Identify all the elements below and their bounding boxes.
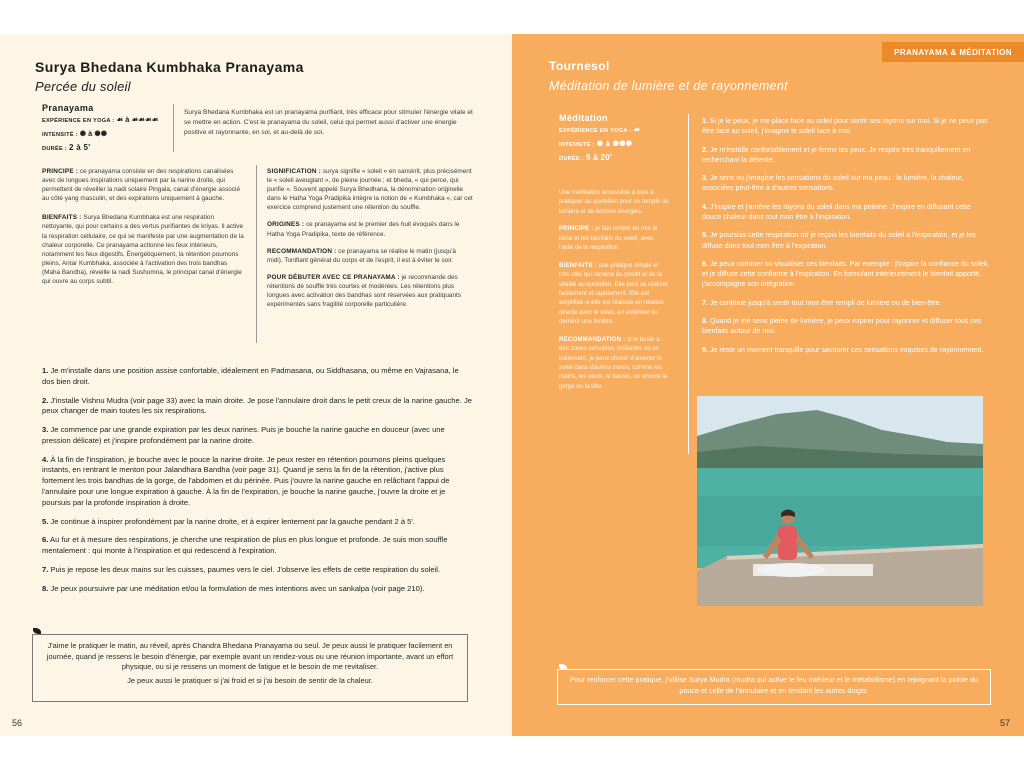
step-number: 6.: [702, 259, 708, 268]
debuter-label: POUR DÉBUTER AVEC CE PRANAYAMA :: [267, 273, 400, 281]
step-item: [42, 535, 472, 557]
step-item: [702, 230, 992, 251]
right-steps-list: [702, 116, 992, 363]
left-subtitle: Percée du soleil: [35, 79, 131, 94]
step-number: 6.: [42, 535, 49, 545]
signification-text: surya signifie « soleil » en sanskrit, plus précisément le « soleil aveuglant », de pleine journée ; et bheda, « qui perce, qui purifie ». Souvent appelé Surya Bhedhana, la dénomination originelle dans le Hatha Yoga Pradipika intègre la notion de « Kumbhaka », car cet exercice comprend justement une rétention du souffle.: [267, 168, 473, 212]
right-practice-meta: [559, 113, 689, 165]
step-number: 1.: [42, 366, 49, 375]
step-number: 8.: [42, 583, 49, 593]
right-page: [512, 34, 1024, 736]
step-number: 1.: [702, 117, 708, 125]
intro-paragraph: Une méditation accessible à tous à pratiquer au quotidien pour se remplir de lumière et de bonnes énergies.: [559, 189, 669, 215]
step-item: [702, 173, 992, 194]
note-box: [557, 669, 991, 705]
step-item: [702, 316, 992, 337]
practice-label: Pranayama: [42, 103, 94, 113]
step-item: [702, 116, 992, 137]
recommandation-label: RECOMMANDATION :: [559, 335, 626, 343]
recommandation-paragraph: [559, 335, 669, 392]
top: [778, 526, 797, 560]
bienfaits-text: une pratique simple et très utile qui ramène du positif et de la vitalité au quotidien. Elle peut se réaliser facilement et rapidement. Elle est amplifiée si elle est réalisée en relation directe avec le soleil, en extérieur ou derrière une fenêtre.: [559, 261, 669, 326]
step-text: Je commence par une grande expiration par les deux narines. Puis je bouche la narine gauche en douceur (avec une pression délicate) et j'inspire profondément par la narine droite.: [42, 425, 445, 445]
intensity-label: INTENSITÉ :: [42, 131, 78, 138]
step-number: 4.: [702, 202, 708, 211]
left-info-column-2: [267, 167, 473, 309]
step-text: Je peux nommer ou visualiser ces bienfaits. Par exemple : j'inspire la confiance du soleil, et je diffuse cette confiance à l'expiration. En formulant intérieurement le bienfait apporté, j'accompagne son intégration.: [702, 259, 989, 289]
origines-label: ORIGINES :: [267, 221, 305, 229]
step-text: Je peux poursuivre par une méditation et/ou la formulation de mes intentions avec un sankalpa (voir page 210).: [50, 583, 425, 593]
book-spread: [0, 34, 1024, 736]
right-subtitle: Méditation de lumière et de rayonnement: [549, 79, 788, 93]
step-text: Puis je repose les deux mains sur les cuisses, paumes vers le ciel. J'observe les effets de cette respiration du soleil.: [50, 564, 441, 574]
step-item: [702, 298, 992, 308]
step-text: À la fin de l'inspiration, je bouche avec le pouce la narine droite. Je peux rester en rétention poumons pleins quelques instants, en rentrant le menton pour Jalandhara Bandha (voir page 31). Quand je sens la fin de la rétention, j'active plus fortement les trois bandhas de la gorge, de l'abdomen et du périnée. Puis j'ouvre la narine gauche en relâchant l'appui de l'annulaire pour une longue expiration à gauche. À la fin de l'expiration, je bouche la narine gauche, j'ouvre la droite et je poursuis par la profonde inspiration à droite.: [42, 454, 450, 507]
page-number: 57: [1000, 718, 1011, 728]
origines-paragraph: [267, 220, 473, 238]
step-text: J'installe Vishnu Mudra (voir page 33) avec la main droite. Je pose l'annulaire droit dans le petit creux de la narine gauche. Je peux changer de main toutes les six respirations.: [42, 395, 472, 416]
recommandation-text: si le buste a des zones sensibles, brûlantes ou en traitement, je peux choisir d'amener le soleil dans d'autres zones, comme les mains, les pieds, le bassin, ou encore la gorge ou la tête.: [559, 335, 668, 390]
step-text: J'inspire et j'amène les rayons du soleil dans ma poitrine. J'expire en diffusant cette douce chaleur dans tout mon être à l'expiration.: [702, 202, 971, 221]
recommandation-label: RECOMMANDATION :: [267, 247, 337, 255]
step-text: Quand je me sens pleine de lumière, je peux expirer pour rayonner et diffuser tous ces bienfaits autour de moi.: [702, 316, 982, 336]
duration-label: DURÉE :: [559, 155, 585, 162]
experience-label: EXPÉRIENCE EN YOGA :: [42, 118, 115, 124]
step-number: 4.: [42, 454, 49, 464]
duration-row: [559, 151, 689, 165]
principe-label: PRINCIPE :: [42, 168, 79, 175]
experience-label: EXPÉRIENCE EN YOGA :: [559, 128, 632, 134]
note-paragraph: J'aime le pratiquer le matin, au réveil, après Chandra Bhedana Pranayama ou seul. Je peux aussi le pratiquer facilement en journée, quand je ressens le besoin d'énergie, par exemple avant un rendez-vous ou une réunion importante, avant un effort physique, ou si je ressens un moment de fatigue et le besoin de me revitaliser.: [46, 641, 454, 672]
step-number: 5.: [42, 516, 49, 526]
right-info-column: [559, 188, 669, 391]
duration-row: [42, 141, 172, 155]
intensity-sun-icons: ✺ à ✺✺✺: [596, 138, 633, 148]
signification-label: SIGNIFICATION :: [267, 168, 322, 175]
step-item: [702, 259, 992, 290]
experience-leaf-icon: ☙: [633, 125, 641, 134]
duration-label: DURÉE :: [42, 145, 68, 152]
intensity-label: INTENSITÉ :: [559, 141, 595, 148]
bienfaits-paragraph: [559, 261, 669, 327]
lake-meditation-illustration: [697, 396, 983, 606]
intensity-row: [559, 137, 689, 151]
bienfaits-label: BIENFAITS :: [42, 214, 82, 222]
experience-row: [42, 113, 172, 127]
left-title: Surya Bhedana Kumbhaka Pranayama: [35, 59, 304, 75]
debuter-text: je recommande des rétentions de souffle très courtes et modérées. Les rétentions plus longues avec activation des bandhas sont réservées aux pratiquants expérimentés sans fragilité corporelle particulière.: [267, 273, 461, 309]
step-number: 2.: [702, 145, 708, 154]
practice-label: Méditation: [559, 113, 608, 123]
step-number: 9.: [702, 345, 708, 354]
note-paragraph: Je peux aussi le pratiquer si j'ai froid et si j'ai besoin de sentir de la chaleur.: [127, 676, 373, 686]
lake-shade: [697, 496, 983, 546]
recommandation-paragraph: [267, 247, 473, 265]
step-item: [42, 565, 472, 576]
origines-text: ce pranayama est le premier des huit évoqués dans le Hatha Yoga Pradipika, texte de référence.: [267, 221, 460, 238]
principe-label: PRINCIPE :: [559, 225, 594, 233]
right-title: Tournesol: [549, 59, 610, 73]
signification-paragraph: [267, 167, 473, 212]
debuter-paragraph: [267, 273, 473, 309]
duration-value: 2 à 5': [68, 142, 91, 152]
note-text: [41, 641, 459, 687]
step-number: 7.: [42, 564, 49, 574]
left-info-column-1: [42, 167, 247, 286]
step-number: 2.: [42, 395, 49, 405]
divider: [688, 114, 689, 454]
principe-text: je fais rentrer en moi la force et les bienfaits du soleil, avec l'aide de la respiration.: [559, 225, 658, 252]
step-text: Je continue à inspirer profondément par la narine droite, et à expirer lentement par la gauche pendant 2 à 5'.: [50, 516, 415, 526]
recommandation-text: ce pranayama se réalise le matin (jusqu'à midi). Tonifiant général du corps et de l'esprit, il est à éviter le soir.: [267, 247, 456, 264]
step-text: Au fur et à mesure des respirations, je cherche une respiration de plus en plus longue et profonde. Je suis mon souffle mentalement : qui monte à l'inspiration et qui redescend à l'expiration.: [42, 535, 448, 556]
step-item: [42, 455, 472, 509]
step-item: [42, 396, 472, 418]
meditation-photo: [697, 396, 983, 606]
step-number: 7.: [702, 298, 708, 307]
note-box: [32, 634, 468, 702]
experience-leaf-icons: ☙ à ☙☙☙☙: [116, 115, 159, 124]
step-item: [702, 345, 992, 355]
step-text: Je poursuis cette respiration où je reçois les bienfaits du soleil à l'inspiration, et je les diffuse dans tout mon être à l'expiration.: [702, 231, 976, 250]
step-item: [702, 145, 992, 166]
divider: [256, 165, 257, 343]
principe-text: ce pranayama consiste en des respirations canalisées avec de longues inspirations uniquement par la narine droite, qui permettent de réveiller la nadi solaire Pingala, canal d'énergie associé au côté yang masculin, et des expirations uniquement à gauche.: [42, 168, 241, 203]
step-text: Si je le peux, je me place face au soleil pour sentir ses rayons sur moi. Si je ne peux pas être face au soleil, j'imagine le soleil face à moi.: [702, 117, 988, 136]
duration-value: 5 à 20': [585, 152, 613, 162]
section-tab: PRANAYAMA & MÉDITATION: [882, 42, 1024, 62]
left-steps-list: [42, 366, 472, 603]
step-number: 3.: [42, 425, 49, 435]
step-text: Je m'installe dans une position assise confortable, idéalement en Padmasana, ou Siddhasana, ou même en Vajrasana, le dos bien droit.: [42, 366, 459, 386]
step-text: Je reste un moment tranquille pour savourer ces sensations exquises de rayonnement.: [709, 345, 984, 354]
intensity-row: [42, 127, 172, 141]
experience-row: [559, 123, 689, 137]
step-item: [42, 584, 472, 595]
step-number: 8.: [702, 316, 708, 325]
note-text: Pour renforcer cette pratique, j'utilise Surya Mudra (mudra qui active le feu intérieur et le métabolisme) en rejoignant la pointe du pouce et celle de l'annulaire et en tendant les autres doigts.: [569, 675, 979, 695]
step-number: 3.: [702, 174, 708, 183]
step-item: [42, 425, 472, 447]
bienfaits-text: Surya Bhedana Kumbhaka est une respiration nettoyante, qui pour certains a des vertus purifiantes de kriyas. Il active la respiration cellulaire, ce qui se manifeste par une augmentation de la chaleur corporelle. Ce pranayama actionne les feux intérieurs, notamment les feux digestifs. Énergétiquement, la rétention poumons pleins, Antar Kumbhaka, associée à l'activation des trois bandhas (Maha Bandha), réveille la nadi Sushumna, le principal canal d'énergie qui ouvre au corps subtil.: [42, 214, 244, 286]
step-text: Je m'installe confortablement et je ferme les yeux. Je respire très tranquillement en recherchant la détente.: [702, 145, 971, 164]
divider: [173, 104, 174, 152]
step-text: Je continue jusqu'à sentir tout mon être rempli de lumière ou de bien-être.: [709, 298, 942, 307]
step-item: [702, 202, 992, 223]
principe-paragraph: [559, 224, 669, 252]
legs: [757, 563, 825, 577]
step-item: [42, 366, 472, 388]
bienfaits-paragraph: [42, 213, 247, 286]
left-practice-meta: [42, 103, 172, 155]
page-number: 56: [12, 718, 23, 728]
step-text: Je sens ou j'imagine les sensations du soleil sur ma peau : la lumière, la chaleur, associées peut-être à d'autres sensations.: [702, 174, 964, 193]
left-page: [0, 34, 512, 736]
bienfaits-label: BIENFAITS :: [559, 261, 597, 269]
left-intro: Surya Bhedana Kumbhaka est un pranayama purifiant, très efficace pour stimuler l'énergie vitale et se mettre en action. C'est le pranayama du soleil, celui qui permet aussi d'activer une énergie positive et rayonnante, en soi, et au-delà de soi.: [184, 109, 473, 136]
step-item: [42, 517, 472, 528]
principe-paragraph: [42, 167, 247, 203]
step-number: 5.: [702, 231, 708, 240]
intensity-sun-icons: ✺ à ✺✺: [79, 128, 107, 138]
